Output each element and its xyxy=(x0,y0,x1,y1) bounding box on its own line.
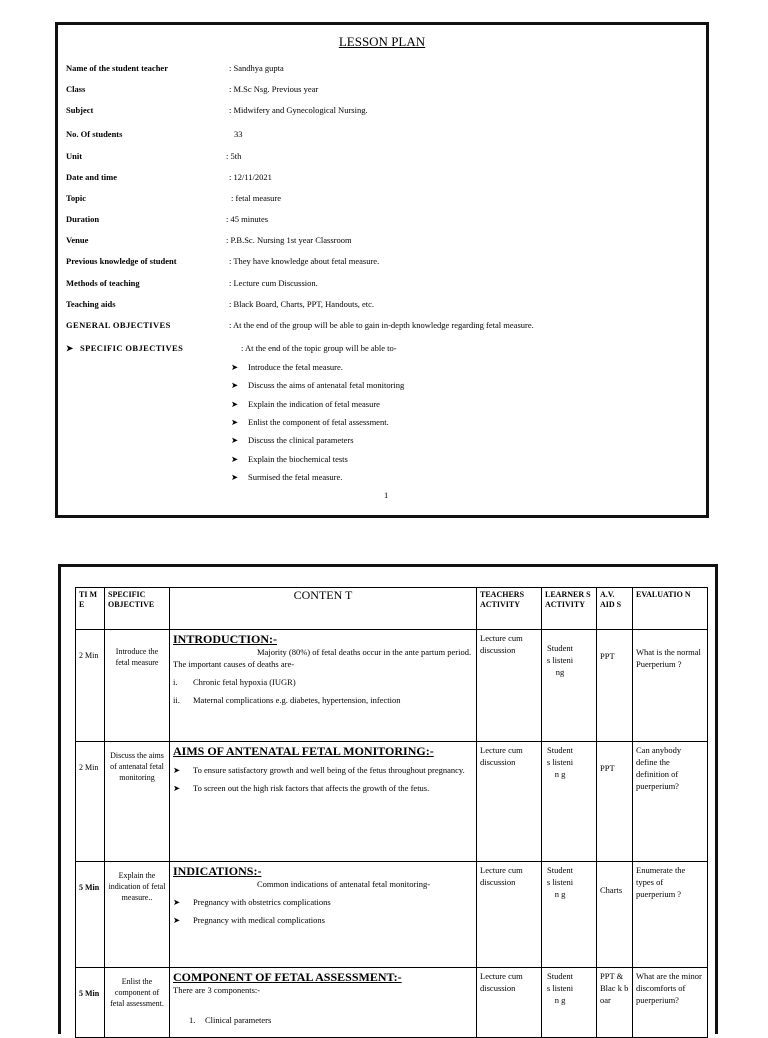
content-cell xyxy=(170,862,477,968)
evaluation-cell xyxy=(633,968,708,1038)
arrow-bullet-icon: ➤ xyxy=(173,783,181,793)
section-title: AIMS OF ANTENATAL FETAL MONITORING:- xyxy=(173,744,434,758)
field-label: Date and time xyxy=(66,172,117,182)
learner-activity-cell-text: Student s listenin g xyxy=(546,971,574,1005)
objective-cell-text: Introduce the fetal measure xyxy=(115,647,159,667)
header-time: TI M E xyxy=(76,588,105,630)
av-aids-cell xyxy=(597,630,633,742)
av-aids-cell xyxy=(597,862,633,968)
list-item-text: Clinical parameters xyxy=(205,1015,272,1025)
content-list xyxy=(173,896,473,926)
section-title: INTRODUCTION:- xyxy=(173,632,278,646)
objective-item xyxy=(231,380,404,391)
arrow-bullet-icon: ➤ xyxy=(173,915,181,925)
objective-item xyxy=(231,399,380,410)
arrow-bullet-icon: ➤ xyxy=(66,343,74,353)
header-content: CONTEN T xyxy=(170,588,477,630)
teacher-activity-cell-text: Lecture cum discussion xyxy=(480,745,523,767)
evaluation-cell-text: What is the normal Puerperium ? xyxy=(636,647,701,669)
objective-text: Surmised the fetal measure. xyxy=(248,471,343,482)
field-label: Subject xyxy=(66,105,94,115)
arrow-bullet-icon: ➤ xyxy=(231,471,239,482)
evaluation-cell xyxy=(633,630,708,742)
field-value: : 5th xyxy=(226,151,242,161)
list-item-text: To ensure satisfactory growth and well being of the fetus throughout pregnancy. xyxy=(193,765,465,775)
arrow-bullet-icon: ➤ xyxy=(173,765,181,775)
field-label: No. Of students xyxy=(66,129,123,139)
table-row xyxy=(76,742,708,862)
list-item xyxy=(173,694,473,706)
field-label: Venue xyxy=(66,235,89,245)
learner-activity-cell xyxy=(542,862,597,968)
list-item xyxy=(173,782,473,794)
teacher-activity-cell-text: Lecture cum discussion xyxy=(480,971,523,993)
lesson-plan-table-page xyxy=(58,564,718,1034)
content-list xyxy=(173,1014,473,1026)
objective-cell-text: Explain the indication of fetal measure.. xyxy=(108,871,166,902)
header-objective: SPECIFIC OBJECTIVE xyxy=(105,588,170,630)
arrow-bullet-icon: ➤ xyxy=(231,380,239,391)
learner-activity-cell xyxy=(542,630,597,742)
field-label: Topic xyxy=(66,193,87,203)
objective-item xyxy=(231,417,389,428)
field-value: : M.Sc Nsg. Previous year xyxy=(229,84,319,94)
section-title: COMPONENT OF FETAL ASSESSMENT:- xyxy=(173,970,402,984)
section-title: INDICATIONS:- xyxy=(173,864,262,878)
objective-cell-text: Enlist the component of fetal assessment. xyxy=(110,977,164,1008)
learner-activity-cell-text: Student s listenin g xyxy=(546,865,574,899)
evaluation-cell xyxy=(633,742,708,862)
field-value: : 12/11/2021 xyxy=(229,172,272,182)
list-item xyxy=(173,1014,473,1026)
learner-activity-cell-text: Student s listening xyxy=(546,643,574,677)
table-row xyxy=(76,862,708,968)
field-value: : fetal measure xyxy=(231,193,282,203)
field-value: : Lecture cum Discussion. xyxy=(229,278,318,288)
header-evaluation: EVALUATIO N xyxy=(633,588,708,630)
objective-text: Enlist the component of fetal assessment. xyxy=(248,416,389,427)
table-body xyxy=(76,630,708,1038)
field-value: : Midwifery and Gynecological Nursing. xyxy=(229,105,368,115)
list-marker: i. xyxy=(173,677,178,687)
field-label: Duration xyxy=(66,214,100,224)
time-cell-text: 5 Min xyxy=(79,883,100,892)
objective-item xyxy=(231,362,343,373)
lesson-plan-table xyxy=(75,587,708,1038)
time-cell-text: 5 Min xyxy=(79,989,100,998)
list-marker: ii. xyxy=(173,695,180,705)
field-label: Teaching aids xyxy=(66,299,116,309)
teacher-activity-cell xyxy=(477,742,542,862)
teacher-activity-cell-text: Lecture cum discussion xyxy=(480,865,523,887)
specific-objectives-intro: : At the end of the topic group will be able to- xyxy=(241,343,397,353)
list-item xyxy=(173,676,473,688)
teacher-activity-cell-text: Lecture cum discussion xyxy=(480,633,523,655)
teacher-activity-cell xyxy=(477,862,542,968)
header-learner-activity: LEARNER S ACTIVITY xyxy=(542,588,597,630)
objective-cell-text: Discuss the aims of antenatal fetal monitoring xyxy=(110,751,164,782)
evaluation-cell xyxy=(633,862,708,968)
objective-text: Explain the indication of fetal measure xyxy=(248,398,380,409)
arrow-bullet-icon: ➤ xyxy=(231,398,239,409)
time-cell xyxy=(76,968,105,1038)
arrow-bullet-icon: ➤ xyxy=(231,453,239,464)
field-value: : 45 minutes xyxy=(226,214,269,224)
list-item xyxy=(173,896,473,908)
arrow-bullet-icon: ➤ xyxy=(231,362,239,372)
field-label: Unit xyxy=(66,151,83,161)
time-cell-text: 2 Min xyxy=(79,763,99,772)
time-cell xyxy=(76,742,105,862)
objective-item xyxy=(231,454,348,465)
field-value: : Sandhya gupta xyxy=(229,63,284,73)
list-item xyxy=(173,764,473,776)
objective-item xyxy=(231,472,342,483)
objective-text: Explain the biochemical tests xyxy=(248,453,348,464)
table-row xyxy=(76,630,708,742)
content-cell xyxy=(170,968,477,1038)
content-list xyxy=(173,764,473,794)
av-aids-cell-text: PPT & Blac k boar xyxy=(600,971,629,1005)
field-label: Methods of teaching xyxy=(66,278,140,288)
learner-activity-cell xyxy=(542,968,597,1038)
teacher-activity-cell xyxy=(477,630,542,742)
content-cell xyxy=(170,630,477,742)
evaluation-cell-text: What are the minor discomforts of puerperium? xyxy=(636,971,702,1005)
objective-cell xyxy=(105,862,170,968)
av-aids-cell-text: PPT xyxy=(600,651,615,661)
header-av-aids: A.V. AID S xyxy=(597,588,633,630)
objective-cell xyxy=(105,968,170,1038)
time-cell xyxy=(76,630,105,742)
learner-activity-cell xyxy=(542,742,597,862)
content-list xyxy=(173,676,473,706)
list-item-text: Chronic fetal hypoxia (IUGR) xyxy=(193,677,296,687)
section-paragraph: There are 3 components:- xyxy=(173,985,261,995)
field-value: : They have knowledge about fetal measure. xyxy=(229,256,380,266)
content-cell xyxy=(170,742,477,862)
av-aids-cell-text: PPT xyxy=(600,763,615,773)
time-cell xyxy=(76,862,105,968)
page-title: LESSON PLAN xyxy=(338,34,426,49)
specific-objectives-heading: ➤ SPECIFIC OBJECTIVES xyxy=(66,343,184,353)
av-aids-cell xyxy=(597,742,633,862)
field-label: Class xyxy=(66,84,86,94)
field-value: : Black Board, Charts, PPT, Handouts, etc. xyxy=(229,299,375,309)
arrow-bullet-icon: ➤ xyxy=(231,416,239,427)
field-label: Name of the student teacher xyxy=(66,63,168,73)
av-aids-cell xyxy=(597,968,633,1038)
lesson-plan-page xyxy=(55,22,709,518)
list-item-text: Maternal complications e.g. diabetes, hypertension, infection xyxy=(193,695,401,705)
list-item-text: To screen out the high risk factors that affects the growth of the fetus. xyxy=(193,783,430,793)
field-label: GENERAL OBJECTIVES xyxy=(66,320,171,330)
objective-cell xyxy=(105,630,170,742)
objective-text: Discuss the clinical parameters xyxy=(248,435,354,446)
av-aids-cell-text: Charts xyxy=(600,885,623,895)
list-item xyxy=(173,914,473,926)
field-label: Previous knowledge of student xyxy=(66,256,177,266)
objective-item xyxy=(231,435,354,446)
arrow-bullet-icon: ➤ xyxy=(173,897,181,907)
evaluation-cell-text: Enumerate the types of puerperium ? xyxy=(636,865,686,899)
list-item-text: Pregnancy with medical complications xyxy=(193,915,325,925)
field-value: 33 xyxy=(234,129,243,139)
arrow-bullet-icon: ➤ xyxy=(231,435,239,446)
objective-cell xyxy=(105,742,170,862)
section-paragraph: Common indications of antenatal fetal monitoring- xyxy=(257,879,431,889)
field-value: : At the end of the group will be able to gain in-depth knowledge regarding fetal measure. xyxy=(229,320,534,330)
page-number: 1 xyxy=(384,490,389,500)
header-teacher-activity: TEACHERS ACTIVITY xyxy=(477,588,542,630)
learner-activity-cell-text: Student s listenin g xyxy=(546,745,574,779)
teacher-activity-cell xyxy=(477,968,542,1038)
objective-text: Discuss the aims of antenatal fetal monitoring xyxy=(248,380,405,391)
section-paragraph: Majority (80%) of fetal deaths occur in the ante partum period. The important causes of deaths are- xyxy=(173,647,472,669)
time-cell-text: 2 Min xyxy=(79,651,99,660)
table-row xyxy=(76,968,708,1038)
evaluation-cell-text: Can anybody define the definition of puerperium? xyxy=(636,745,682,791)
list-marker: 1. xyxy=(189,1015,196,1025)
objective-text: Introduce the fetal measure. xyxy=(248,362,343,372)
list-item-text: Pregnancy with obstetrics complications xyxy=(193,897,331,907)
field-value: : P.B.Sc. Nursing 1st year Classroom xyxy=(226,235,352,245)
